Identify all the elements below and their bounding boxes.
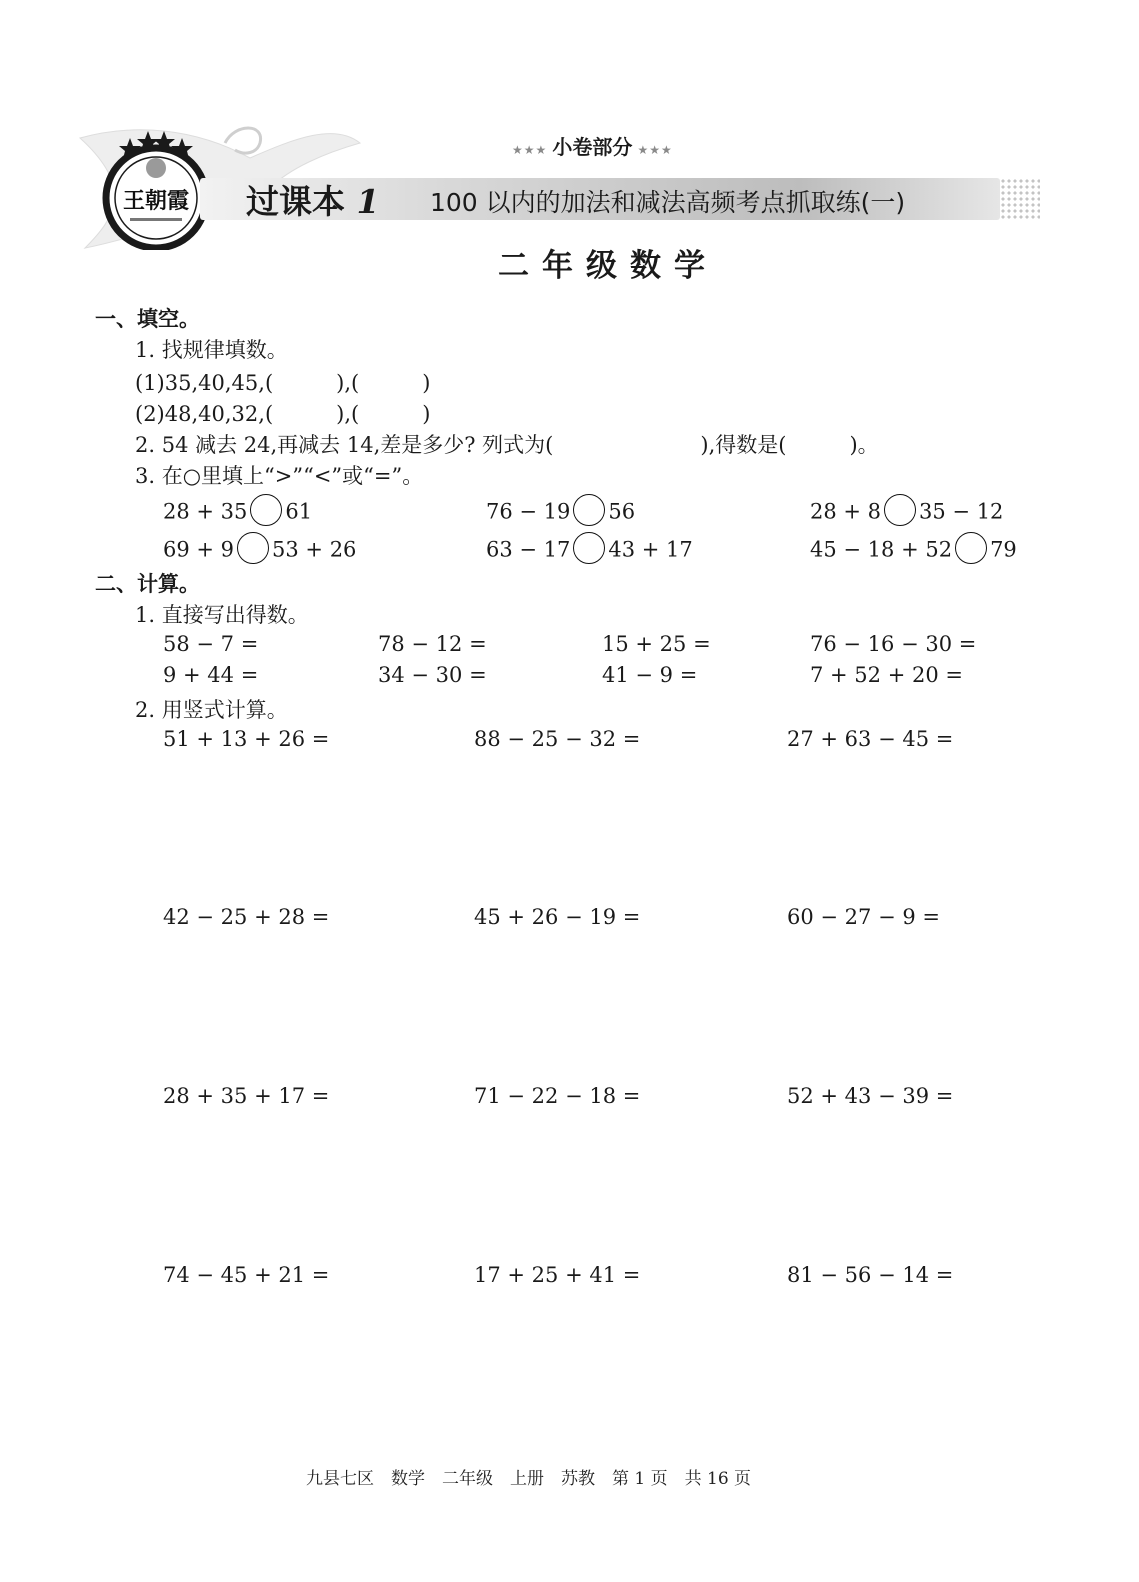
page-footer: 九县七区 数学 二年级 上册 苏教 第 1 页 共 16 页 [306, 1469, 752, 1489]
banner-pattern [1000, 178, 1040, 220]
compare-right: 79 [990, 537, 1017, 562]
oral-item: 78 − 12 = [378, 632, 487, 656]
compare-item [486, 497, 635, 529]
oral-item: 34 − 30 = [378, 663, 487, 687]
compare-item [486, 535, 693, 567]
oral-item: 58 − 7 = [163, 632, 259, 656]
oral-item: 76 − 16 − 30 = [810, 632, 977, 656]
lesson-title: 100 以内的加法和减法高频考点抓取练(一) [430, 188, 906, 217]
s1-q2: 2. 54 减去 24,再减去 14,差是多少? 列式为( ),得数是( )。 [135, 433, 879, 457]
answer-circle[interactable] [955, 532, 987, 564]
subtitle: 小卷部分 [552, 135, 633, 159]
lesson-number: 1 [356, 182, 380, 221]
vertical-calc-item: 27 + 63 − 45 = [787, 727, 954, 751]
vertical-calc-item: 45 + 26 − 19 = [474, 905, 641, 929]
answer-circle[interactable] [237, 532, 269, 564]
stars-left: ★★★ [512, 143, 548, 157]
stars-right: ★★★ [637, 143, 673, 157]
compare-left: 28 + 8 [810, 499, 882, 524]
s1-q1-line1: (1)35,40,45,( ),( ) [135, 371, 431, 395]
compare-left: 45 − 18 + 52 [810, 537, 953, 562]
compare-left: 69 + 9 [163, 537, 235, 562]
s1-q1-line2: (2)48,40,32,( ),( ) [135, 402, 431, 426]
vertical-calc-item: 52 + 43 − 39 = [787, 1084, 954, 1108]
s1-q1-label: 1. 找规律填数。 [135, 338, 288, 362]
vertical-calc-item: 71 − 22 − 18 = [474, 1084, 641, 1108]
vertical-calc-item: 42 − 25 + 28 = [163, 905, 330, 929]
oral-item: 7 + 52 + 20 = [810, 663, 963, 687]
answer-circle[interactable] [573, 494, 605, 526]
lesson-label [246, 176, 379, 223]
publisher-logo [100, 128, 212, 250]
answer-circle[interactable] [250, 494, 282, 526]
vertical-calc-item: 28 + 35 + 17 = [163, 1084, 330, 1108]
s2-q2-label: 2. 用竖式计算。 [135, 698, 288, 722]
compare-right: 43 + 17 [608, 537, 693, 562]
page-title: 二年级数学 [498, 248, 718, 284]
subtitle-line [512, 131, 673, 160]
vertical-calc-item: 51 + 13 + 26 = [163, 727, 330, 751]
vertical-calc-item: 17 + 25 + 41 = [474, 1263, 641, 1287]
s2-q1-label: 1. 直接写出得数。 [135, 603, 309, 627]
compare-right: 56 [608, 499, 636, 524]
compare-item [810, 497, 1003, 529]
vertical-calc-item: 74 − 45 + 21 = [163, 1263, 330, 1287]
s1-q3-label: 3. 在○里填上“>”“<”或“=”。 [135, 464, 424, 488]
compare-left: 63 − 17 [486, 537, 571, 562]
compare-item [163, 497, 312, 529]
compare-item [810, 535, 1017, 567]
section1-heading: 一、填空。 [95, 307, 200, 331]
vertical-calc-item: 81 − 56 − 14 = [787, 1263, 954, 1287]
vertical-calc-item: 60 − 27 − 9 = [787, 905, 940, 929]
compare-right: 35 − 12 [919, 499, 1004, 524]
compare-right: 53 + 26 [272, 537, 357, 562]
compare-left: 76 − 19 [486, 499, 571, 524]
section2-heading: 二、计算。 [95, 572, 200, 596]
logo-text: 王朝霞 [122, 188, 190, 214]
vertical-calc-item: 88 − 25 − 32 = [474, 727, 641, 751]
compare-item [163, 535, 356, 567]
oral-item: 9 + 44 = [163, 663, 259, 687]
compare-right: 61 [285, 499, 313, 524]
oral-item: 15 + 25 = [602, 632, 711, 656]
oral-item: 41 − 9 = [602, 663, 698, 687]
compare-left: 28 + 35 [163, 499, 248, 524]
lesson-label-text: 过课本 [246, 182, 345, 221]
answer-circle[interactable] [573, 532, 605, 564]
answer-circle[interactable] [884, 494, 916, 526]
